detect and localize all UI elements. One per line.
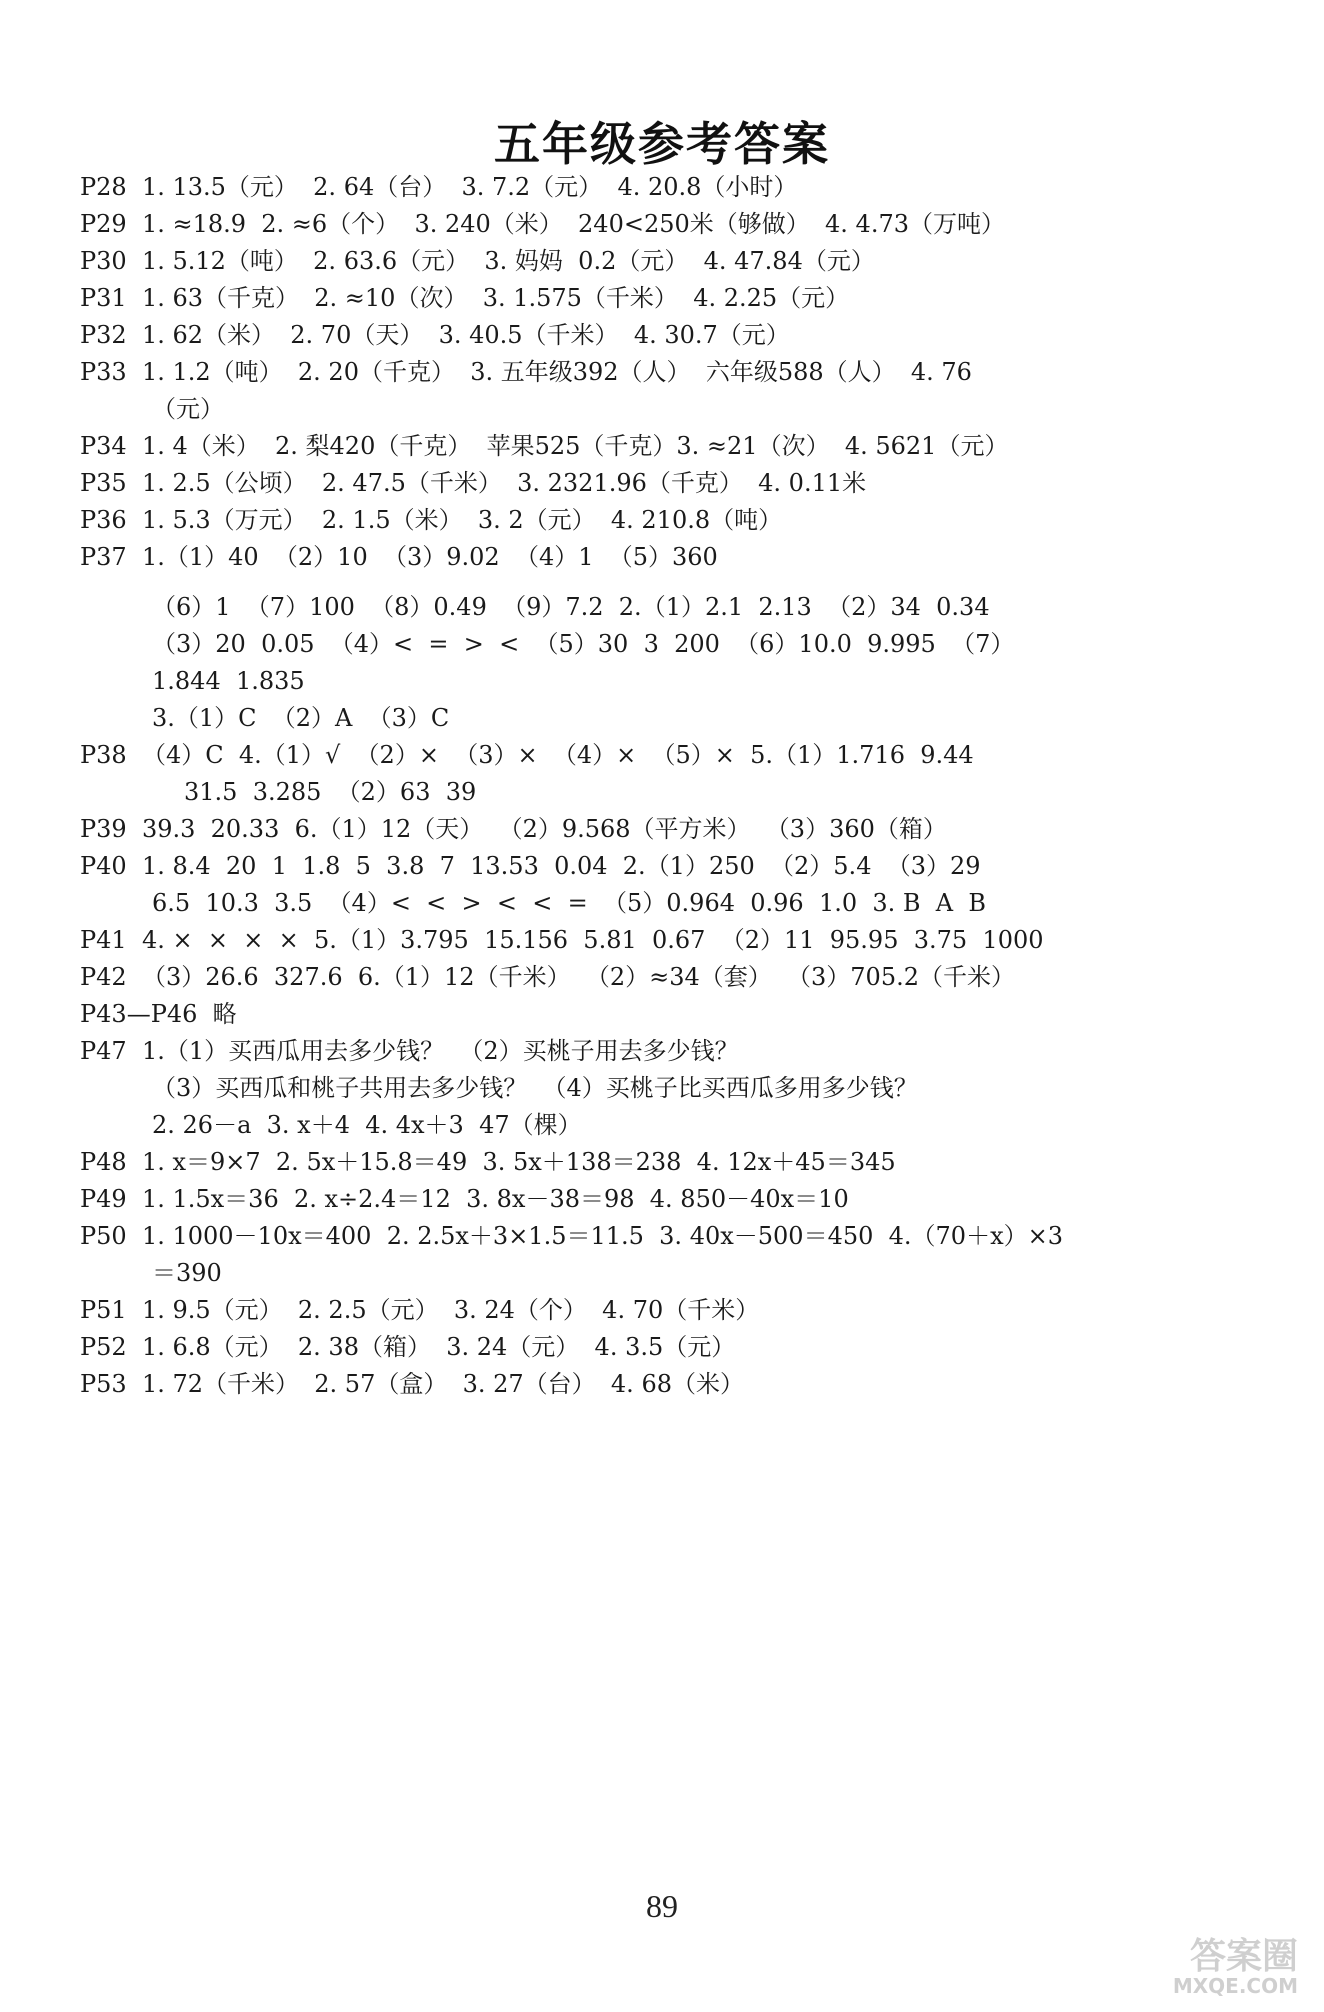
answer-line-p30: P30 1. 5.12（吨） 2. 63.6（元） 3. 妈妈 0.2（元） 4. 47.84（元） [80,247,875,275]
answer-line-p36: P36 1. 5.3（万元） 2. 1.5（米） 3. 2（元） 4. 210.8（吨） [80,506,783,534]
page-number: 89 [646,1888,678,1924]
answer-line-p33: P33 1. 1.2（吨） 2. 20（千克） 3. 五年级392（人） 六年级588（人） 4. 76 [80,358,972,386]
watermark-text: 答案圈 [1189,1936,1298,1977]
answer-line-p37-cont4: 3.（1）C （2）A （3）C [152,704,450,732]
answer-line-p42: P42 （3）26.6 327.6 6.（1）12（千米） （2）≈34（套） （3）705.2（千米） [80,963,1015,991]
answer-line-p49: P49 1. 1.5x＝36 2. x÷2.4＝12 3. 8x－38＝98 4. 850－40x＝10 [80,1185,849,1213]
answer-line-p48: P48 1. x＝9×7 2. 5x＋15.8＝49 3. 5x＋138＝238 4. 12x＋45＝345 [80,1148,896,1176]
answer-line-p28: P28 1. 13.5（元） 2. 64（台） 3. 7.2（元） 4. 20.8（小时） [80,173,798,201]
answer-line-p41: P41 4. × × × × 5.（1）3.795 15.156 5.81 0.67 （2）11 95.95 3.75 1000 [80,926,1044,954]
answer-line-p50: P50 1. 1000－10x＝400 2. 2.5x＋3×1.5＝11.5 3. 40x－500＝450 4.（70＋x）×3 [80,1222,1063,1250]
answer-line-p47-cont2: 2. 26－a 3. x＋4 4. 4x＋3 47（棵） [152,1111,582,1139]
answer-line-p40-cont: 6.5 10.3 3.5 （4）< < > < < = （5）0.964 0.96 1.0 3. B A B [152,889,987,917]
answer-line-p38-cont: 31.5 3.285 （2）63 39 [184,778,477,806]
answer-line-p52: P52 1. 6.8（元） 2. 38（箱） 3. 24（元） 4. 3.5（元） [80,1333,736,1361]
answer-line-p37-cont3: 1.844 1.835 [152,667,305,695]
answer-line-p37: P37 1.（1）40 （2）10 （3）9.02 （4）1 （5）360 [80,543,718,571]
watermark-url: MXQE.COM [1172,1974,1298,1998]
answer-line-p29: P29 1. ≈18.9 2. ≈6（个） 3. 240（米） 240<250米（够做） 4. 4.73（万吨） [80,210,1005,238]
answer-line-p43-p46: P43—P46 略 [80,1000,237,1028]
answer-line-p38: P38 （4）C 4.（1）√ （2）× （3）× （4）× （5）× 5.（1）1.716 9.44 [80,741,974,769]
answer-line-p37-cont2: （3）20 0.05 （4）< = > < （5）30 3 200 （6）10.0 9.995 （7） [152,630,1015,658]
answer-line-p31: P31 1. 63（千克） 2. ≈10（次） 3. 1.575（千米） 4. 2.25（元） [80,284,850,312]
answer-line-p35: P35 1. 2.5（公顷） 2. 47.5（千米） 3. 2321.96（千克） 4. 0.11米 [80,469,867,497]
answer-line-p47-cont1: （3）买西瓜和桃子共用去多少钱？ （4）买桃子比买西瓜多用多少钱？ [152,1074,918,1102]
watermark-logo [1148,1928,1298,1998]
page-title: 五年级参考答案 [494,117,830,171]
answer-line-p33-cont: （元） [152,395,224,423]
answer-line-p53: P53 1. 72（千米） 2. 57（盒） 3. 27（台） 4. 68（米） [80,1370,744,1398]
answer-line-p39: P39 39.3 20.33 6.（1）12（天） （2）9.568（平方米） （3）360（箱） [80,815,947,843]
answer-line-p51: P51 1. 9.5（元） 2. 2.5（元） 3. 24（个） 4. 70（千米） [80,1296,760,1324]
answer-line-p40: P40 1. 8.4 20 1 1.8 5 3.8 7 13.53 0.04 2.（1）250 （2）5.4 （3）29 [80,852,981,880]
answer-line-p47: P47 1.（1）买西瓜用去多少钱？ （2）买桃子用去多少钱？ [80,1037,739,1065]
answer-line-p50-cont: ＝390 [152,1259,222,1287]
answer-line-p37-cont1: （6）1 （7）100 （8）0.49 （9）7.2 2.（1）2.1 2.13 （2）34 0.34 [152,593,990,621]
answer-line-p32: P32 1. 62（米） 2. 70（天） 3. 40.5（千米） 4. 30.7（元） [80,321,790,349]
answer-line-p34: P34 1. 4（米） 2. 梨420（千克） 苹果525（千克）3. ≈21（次） 4. 5621（元） [80,432,1009,460]
